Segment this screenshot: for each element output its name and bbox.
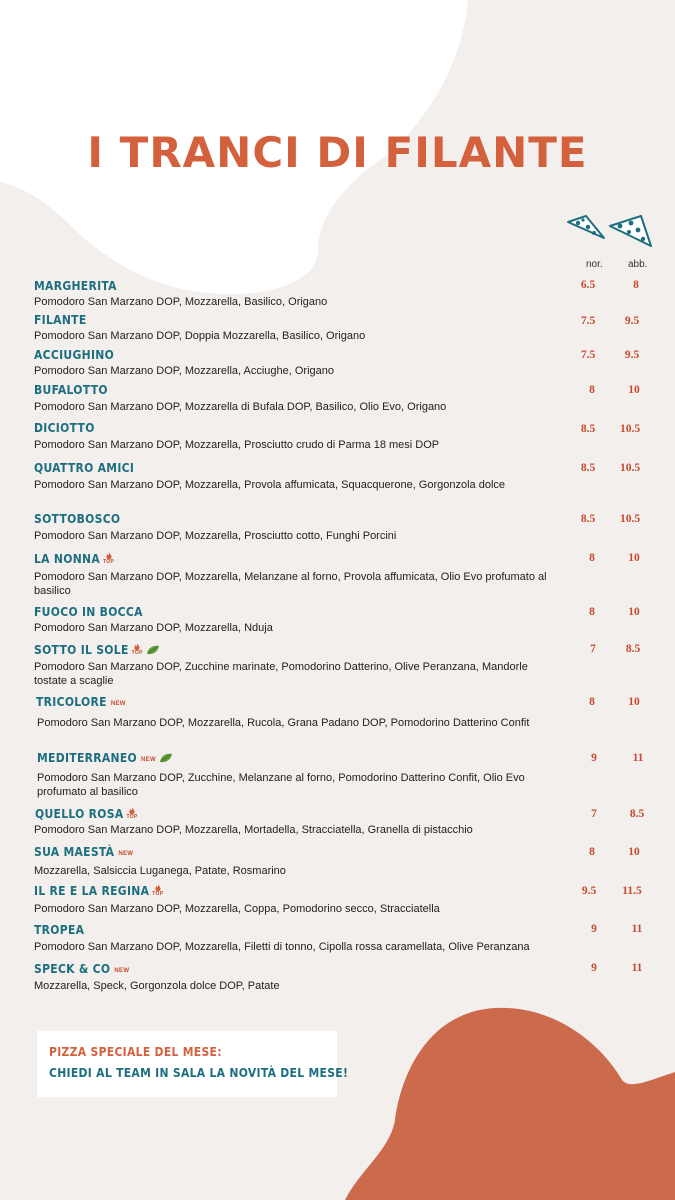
price-normal: 8	[589, 606, 595, 618]
top-badge	[152, 884, 163, 897]
price-normal: 8	[589, 552, 595, 564]
item-name-text: QUELLO ROSA	[35, 807, 124, 821]
item-name-text: SOTTO IL SOLE	[34, 643, 129, 657]
promo-text: CHIEDI AL TEAM IN SALA LA NOVITÀ DEL MESE!	[49, 1066, 349, 1080]
item-name-text: QUATTRO AMICI	[34, 461, 135, 475]
item-description: Pomodoro San Marzano DOP, Mozzarella, Provola affumicata, Squacquerone, Gorgonzola dolce	[34, 479, 506, 491]
item-name-text: SUA MAESTÀ	[34, 845, 115, 859]
price-large: 11	[631, 923, 643, 935]
item-description: Pomodoro San Marzano DOP, Mozzarella, Mortadella, Stracciatella, Granella di pistacchio	[34, 824, 473, 836]
price-normal: 7	[591, 808, 597, 820]
page-title: I TRANCI DI FILANTE	[87, 128, 588, 177]
item-name-text: MEDITERRANEO	[37, 751, 138, 765]
price-normal: 9	[591, 962, 597, 974]
item-name	[34, 512, 120, 526]
price-large: 11.5	[622, 885, 642, 897]
price-normal: 9.5	[581, 885, 597, 897]
vegetarian-leaf-icon	[159, 753, 173, 763]
item-name	[34, 421, 95, 435]
item-name	[34, 313, 87, 327]
item-name-text: IL RE E LA REGINA	[34, 884, 150, 898]
price-large: 10	[628, 846, 640, 858]
new-badge: NEW	[118, 851, 134, 857]
price-large: 11	[631, 962, 643, 974]
item-description: Mozzarella, Salsiccia Luganega, Patate, Rosmarino	[34, 865, 286, 877]
item-name	[37, 751, 173, 765]
price-normal: 8	[589, 384, 595, 396]
price-normal: 7	[590, 643, 596, 655]
item-name	[34, 884, 163, 898]
item-description: Pomodoro San Marzano DOP, Mozzarella, Melanzane al forno, Provola affumicata, Olio Evo profumato al basilico	[34, 571, 547, 597]
price-large: 9.5	[624, 349, 640, 361]
item-name	[34, 461, 134, 475]
item-description: Pomodoro San Marzano DOP, Doppia Mozzarella, Basilico, Origano	[34, 330, 366, 342]
item-name-text: TRICOLORE	[36, 695, 107, 709]
item-name	[34, 348, 114, 362]
item-description: Pomodoro San Marzano DOP, Mozzarella, Nduja	[34, 622, 273, 634]
price-large: 11	[632, 752, 644, 764]
item-name-text: LA NONNA	[34, 552, 101, 566]
item-name	[34, 552, 114, 566]
promo-heading: PIZZA SPECIALE DEL MESE:	[49, 1045, 222, 1059]
price-normal: 8.5	[580, 423, 596, 435]
item-description: Pomodoro San Marzano DOP, Mozzarella, Prosciutto cotto, Funghi Porcini	[34, 530, 397, 542]
item-name	[34, 845, 133, 859]
item-name	[34, 383, 108, 397]
large-slice-icon	[607, 214, 657, 250]
price-large: 8	[633, 279, 639, 291]
price-normal: 8	[589, 696, 595, 708]
item-name	[34, 605, 143, 619]
price-normal: 9	[591, 752, 597, 764]
price-normal: 8.5	[580, 462, 596, 474]
price-normal: 9	[591, 923, 597, 935]
new-badge: NEW	[141, 757, 156, 763]
item-description: Mozzarella, Speck, Gorgonzola dolce DOP, Patate	[34, 980, 280, 992]
price-large: 10	[628, 696, 640, 708]
item-description: Pomodoro San Marzano DOP, Zucchine marinate, Pomodorino Datterino, Olive Peranzana, Mandorle tostate a scaglie	[34, 661, 528, 687]
top-badge-label: TOP	[131, 650, 143, 656]
price-large: 10	[628, 552, 640, 564]
top-badge	[127, 807, 138, 820]
item-name	[34, 279, 117, 293]
price-large: 10.5	[619, 423, 641, 435]
special-of-month-box	[37, 1031, 349, 1097]
price-normal: 7.5	[580, 349, 596, 361]
price-large: 10	[628, 384, 640, 396]
item-name-text: SPECK & CO	[34, 962, 111, 976]
item-description: Pomodoro San Marzano DOP, Mozzarella di Bufala DOP, Basilico, Olio Evo, Origano	[34, 401, 447, 413]
top-badge-label: TOP	[103, 559, 115, 565]
normal-slice-icon	[564, 214, 608, 246]
price-normal: 8	[589, 846, 595, 858]
column-header-large: abb.	[628, 259, 648, 270]
item-name-text: SOTTOBOSCO	[34, 512, 121, 526]
item-description: Pomodoro San Marzano DOP, Mozzarella, Coppa, Pomodorino secco, Stracciatella	[34, 903, 440, 915]
price-large: 8.5	[625, 643, 641, 655]
price-normal: 6.5	[580, 279, 596, 291]
item-name-text: ACCIUGHINO	[34, 348, 115, 362]
item-name-text: TROPEA	[34, 923, 85, 937]
price-normal: 7.5	[580, 315, 596, 327]
item-name	[34, 962, 129, 976]
top-badge	[132, 643, 143, 656]
item-name	[34, 643, 160, 657]
price-large: 10	[628, 606, 640, 618]
new-badge: NEW	[110, 701, 126, 707]
price-large: 8.5	[629, 808, 645, 820]
item-name-text: FILANTE	[34, 313, 87, 327]
item-description: Pomodoro San Marzano DOP, Mozzarella, Basilico, Origano	[34, 296, 328, 308]
new-badge: NEW	[114, 968, 130, 974]
item-description: Pomodoro San Marzano DOP, Mozzarella, Prosciutto crudo di Parma 18 mesi DOP	[34, 439, 440, 451]
top-badge-label: TOP	[126, 814, 138, 820]
item-name-text: MARGHERITA	[34, 279, 117, 293]
item-name	[34, 923, 84, 937]
column-header-normal: nor.	[586, 259, 603, 270]
price-large: 9.5	[624, 315, 640, 327]
item-name	[36, 695, 126, 709]
price-large: 10.5	[619, 462, 641, 474]
item-name	[35, 807, 138, 821]
item-name-text: FUOCO IN BOCCA	[34, 605, 143, 619]
price-normal: 8.5	[580, 513, 596, 525]
item-name-text: BUFALOTTO	[34, 383, 108, 397]
top-badge-label: TOP	[152, 891, 164, 897]
item-description: Pomodoro San Marzano DOP, Mozzarella, Filetti di tonno, Cipolla rossa caramellata, Olive Peranzana	[34, 941, 530, 953]
item-description: Pomodoro San Marzano DOP, Mozzarella, Rucola, Grana Padano DOP, Pomodorino Datterino Confit	[37, 717, 530, 729]
price-large: 10.5	[619, 513, 641, 525]
item-description: Pomodoro San Marzano DOP, Zucchine, Melanzane al forno, Pomodorino Datterino Confit, Olio Evo profumato al basilico	[37, 772, 525, 798]
top-badge	[103, 552, 114, 565]
item-name-text: DICIOTTO	[34, 421, 95, 435]
item-description: Pomodoro San Marzano DOP, Mozzarella, Acciughe, Origano	[34, 365, 335, 377]
vegetarian-leaf-icon	[146, 645, 160, 655]
